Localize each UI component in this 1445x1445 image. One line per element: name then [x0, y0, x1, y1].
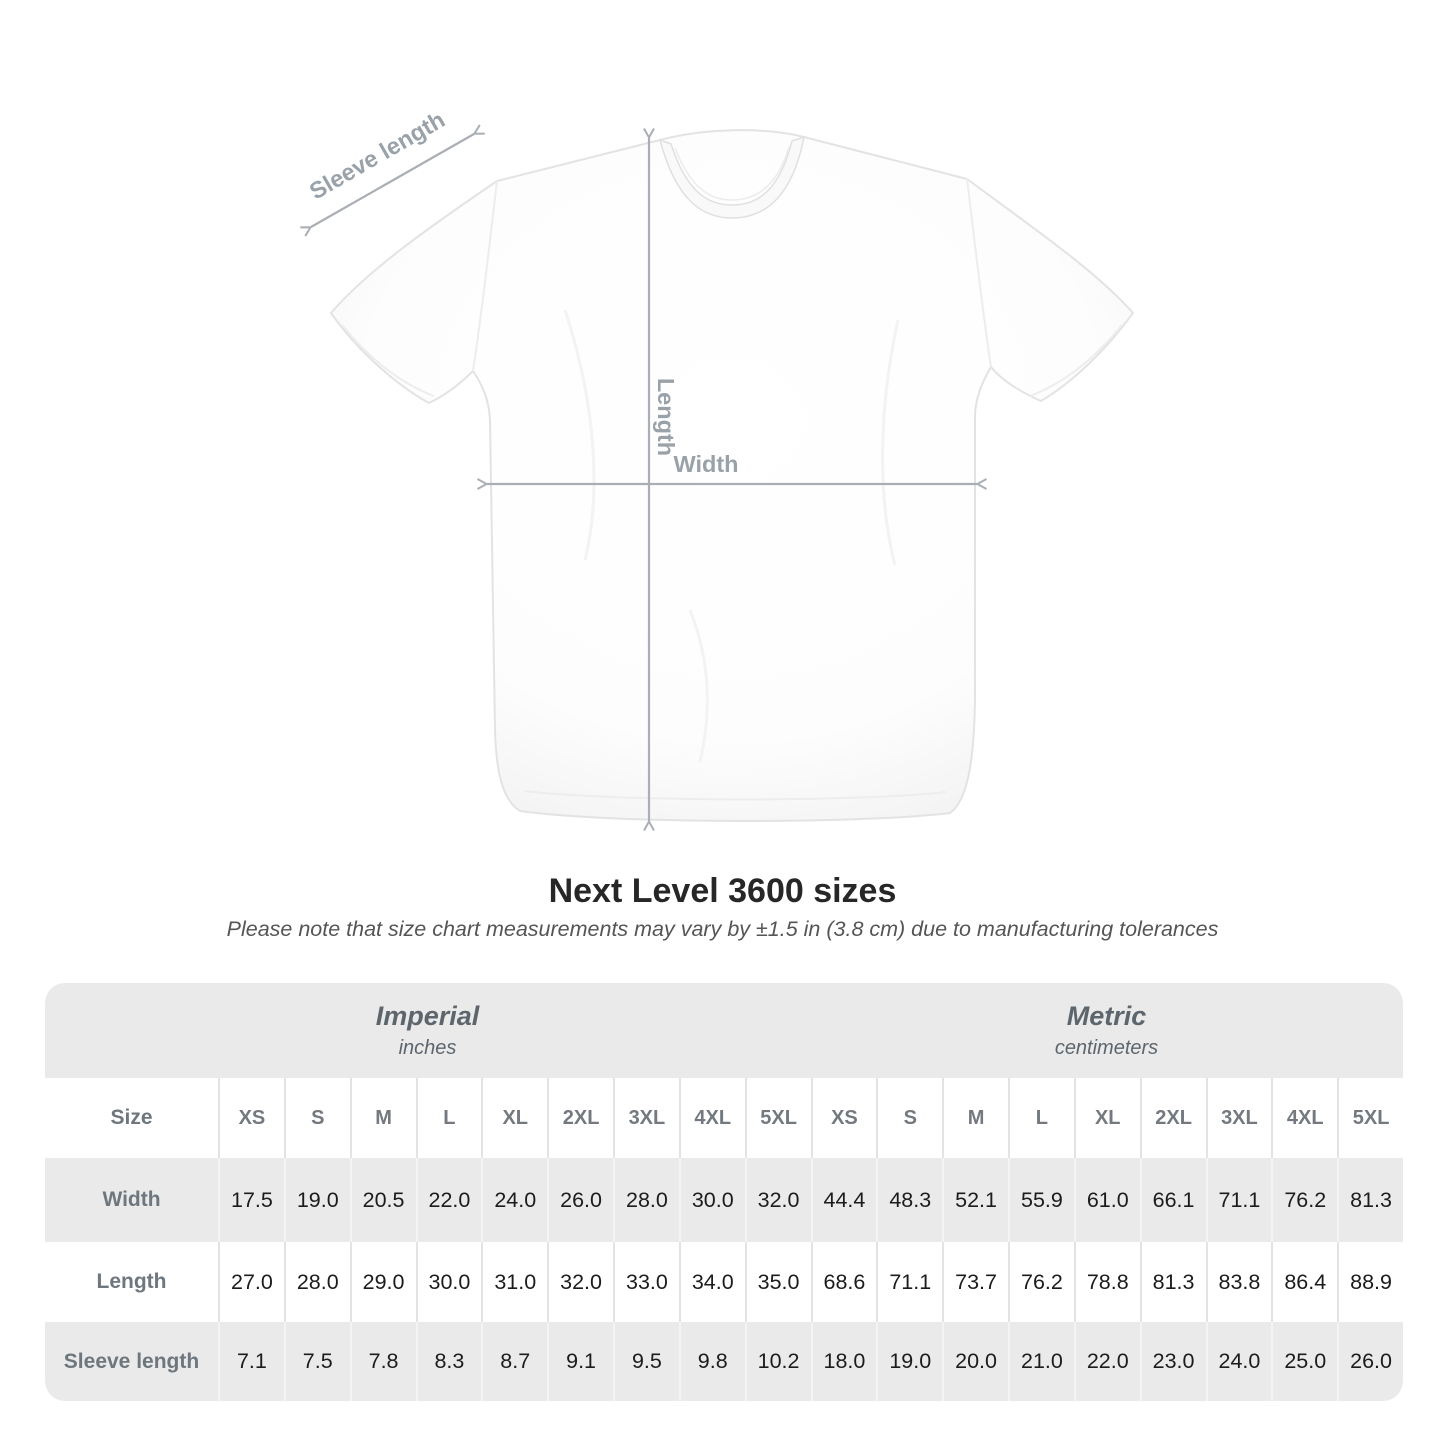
size-header-cell: M	[942, 1078, 1008, 1158]
value-cell: 48.3	[876, 1158, 942, 1242]
value-cell: 29.0	[350, 1242, 416, 1322]
value-cell: 20.5	[350, 1158, 416, 1242]
value-cell: 9.8	[679, 1322, 745, 1401]
value-cell: 32.0	[547, 1242, 613, 1322]
value-cell: 24.0	[1206, 1322, 1272, 1401]
value-cell: 78.8	[1074, 1242, 1140, 1322]
value-cell: 83.8	[1206, 1242, 1272, 1322]
value-cell: 34.0	[679, 1242, 745, 1322]
size-header-cell: 4XL	[1271, 1078, 1337, 1158]
value-cell: 10.2	[745, 1322, 811, 1401]
value-cell: 61.0	[1074, 1158, 1140, 1242]
value-cell: 7.5	[284, 1322, 350, 1401]
imperial-header	[45, 983, 810, 1078]
metric-subtitle: centimeters	[1054, 1037, 1159, 1059]
value-cell: 20.0	[942, 1322, 1008, 1401]
sleeve-length-row	[45, 1322, 1403, 1401]
value-cell: 68.6	[811, 1242, 877, 1322]
value-cell: 73.7	[942, 1242, 1008, 1322]
size-header-cell: 5XL	[745, 1078, 811, 1158]
imperial-title: Imperial	[375, 1001, 480, 1031]
value-cell: 18.0	[811, 1322, 877, 1401]
size-header-cell: S	[284, 1078, 350, 1158]
metric-title: Metric	[1066, 1001, 1147, 1031]
value-cell: 81.3	[1337, 1158, 1403, 1242]
length-label: Length	[652, 377, 679, 457]
tolerance-note: Please note that size chart measurements may vary by ±1.5 in (3.8 cm) due to manufacturing tolerances	[226, 917, 1219, 941]
imperial-subtitle: inches	[398, 1037, 457, 1059]
value-cell: 52.1	[942, 1158, 1008, 1242]
size-header-cell: L	[1008, 1078, 1074, 1158]
size-header-cell: M	[350, 1078, 416, 1158]
size-header-row	[45, 1078, 1403, 1158]
size-column-header: Size	[110, 1106, 153, 1129]
size-table	[45, 983, 1403, 1401]
size-header-cell: XS	[811, 1078, 877, 1158]
sleeve-length-label: Sleeve length	[305, 106, 450, 205]
size-header-cell: XS	[218, 1078, 284, 1158]
value-cell: 66.1	[1140, 1158, 1206, 1242]
size-header-cell: XL	[481, 1078, 547, 1158]
row-label: Length	[96, 1270, 167, 1293]
value-cell: 19.0	[284, 1158, 350, 1242]
value-cell: 86.4	[1271, 1242, 1337, 1322]
value-cell: 9.5	[613, 1322, 679, 1401]
value-cell: 25.0	[1271, 1322, 1337, 1401]
value-cell: 26.0	[547, 1158, 613, 1242]
value-cell: 32.0	[745, 1158, 811, 1242]
value-cell: 44.4	[811, 1158, 877, 1242]
size-header-cell: 3XL	[613, 1078, 679, 1158]
page-title: Next Level 3600 sizes	[548, 872, 897, 910]
value-cell: 55.9	[1008, 1158, 1074, 1242]
value-cell: 22.0	[1074, 1322, 1140, 1401]
value-cell: 23.0	[1140, 1322, 1206, 1401]
value-cell: 30.0	[679, 1158, 745, 1242]
size-header-cell: 4XL	[679, 1078, 745, 1158]
value-cell: 21.0	[1008, 1322, 1074, 1401]
size-header-cell: L	[416, 1078, 482, 1158]
value-cell: 17.5	[218, 1158, 284, 1242]
metric-header	[810, 983, 1403, 1078]
value-cell: 28.0	[284, 1242, 350, 1322]
value-cell: 8.7	[481, 1322, 547, 1401]
width-label: Width	[673, 451, 739, 477]
value-cell: 31.0	[481, 1242, 547, 1322]
size-header-cell: S	[876, 1078, 942, 1158]
value-cell: 28.0	[613, 1158, 679, 1242]
value-cell: 24.0	[481, 1158, 547, 1242]
size-header-cell: 5XL	[1337, 1078, 1403, 1158]
value-cell: 76.2	[1271, 1158, 1337, 1242]
size-header-cell: 2XL	[547, 1078, 613, 1158]
value-cell: 26.0	[1337, 1322, 1403, 1401]
value-cell: 81.3	[1140, 1242, 1206, 1322]
value-cell: 27.0	[218, 1242, 284, 1322]
value-cell: 33.0	[613, 1242, 679, 1322]
value-cell: 76.2	[1008, 1242, 1074, 1322]
value-cell: 30.0	[416, 1242, 482, 1322]
value-cell: 7.1	[218, 1322, 284, 1401]
value-cell: 35.0	[745, 1242, 811, 1322]
value-cell: 88.9	[1337, 1242, 1403, 1322]
size-header-cell: 2XL	[1140, 1078, 1206, 1158]
unit-group-header-row	[45, 983, 1403, 1078]
row-label: Width	[102, 1188, 161, 1211]
size-header-cell: 3XL	[1206, 1078, 1272, 1158]
value-cell: 7.8	[350, 1322, 416, 1401]
width-row	[45, 1158, 1403, 1242]
value-cell: 71.1	[876, 1242, 942, 1322]
value-cell: 71.1	[1206, 1158, 1272, 1242]
size-header-cell: XL	[1074, 1078, 1140, 1158]
value-cell: 19.0	[876, 1322, 942, 1401]
value-cell: 8.3	[416, 1322, 482, 1401]
length-row	[45, 1242, 1403, 1322]
value-cell: 9.1	[547, 1322, 613, 1401]
value-cell: 22.0	[416, 1158, 482, 1242]
row-label: Sleeve length	[63, 1349, 200, 1373]
